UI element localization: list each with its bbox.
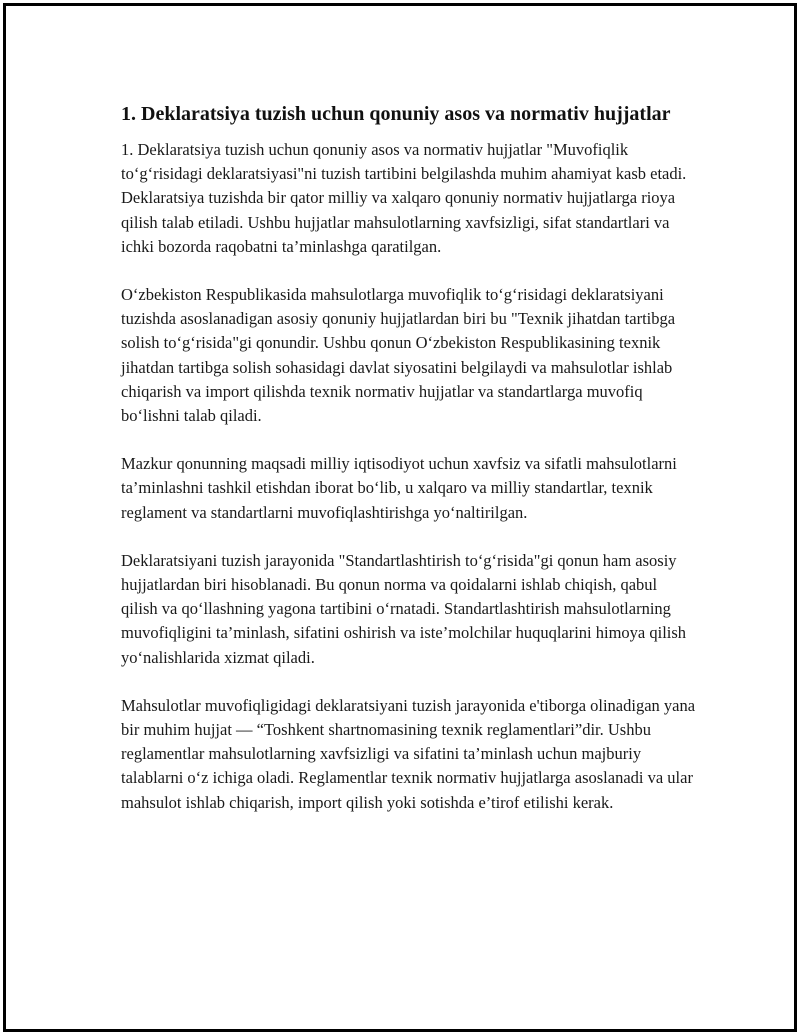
paragraph-technical-regulation-law: O‘zbekiston Respublikasida mahsulotlarga muvofiqlik to‘g‘risidagi deklaratsiyani tuzishda asoslanadigan asosiy qonuniy hujjatlardan biri bu "Texnik jihatdan tartibga solish to‘g‘risida"gi qonundir. Ushbu qonun O‘zbekiston Respublikasining texnik jihatdan tartibga solish sohasidagi davlat siyosatini belgilaydi va mahsulotlar ishlab chiqarish va import qilishda texnik normativ hujjatlar va standartlarga muvofiq bo‘lishni talab qiladi. [121,285,676,426]
document-body [121,100,696,839]
paragraph-intro: 1. Deklaratsiya tuzish uchun qonuniy asos va normativ hujjatlar "Muvofiqlik to‘g‘risidagi deklaratsiyasi"ni tuzish tartibini belgilashda muhim ahamiyat kasb etadi. Deklaratsiya tuzishda bir qator milliy va xalqaro qonuniy normativ hujjatlarga rioya qilish talab etiladi. Ushbu hujjatlar mahsulotlarning xavfsizligi, sifat standartlari va ichki bozorda raqobatni ta’minlashga qaratilgan. [121,140,687,256]
paragraph-law-purpose: Mazkur qonunning maqsadi milliy iqtisodiyot uchun xavfsiz va sifatli mahsulotlarni ta’minlashni tashkil etishdan iborat bo‘lib, u xalqaro va milliy standartlar, texnik reglament va standartlarni muvofiqlashtirishga yo‘naltirilgan. [121,454,677,522]
section-heading: 1. Deklaratsiya tuzish uchun qonuniy asos va normativ hujjatlar [121,103,671,125]
paragraph-tashkent-agreement: Mahsulotlar muvofiqligidagi deklaratsiyani tuzish jarayonida e'tiborga olinadigan yana bir muhim hujjat — “Toshkent shartnomasining texnik reglamentlari”dir. Ushbu reglamentlar mahsulotlarning xavfsizligi va sifatini ta’minlash uchun majburiy talablarni o‘z ichiga oladi. Reglamentlar texnik normativ hujjatlarga asoslanadi va ular mahsulot ishlab chiqarish, import qilish yoki sotishda e’tirof etilishi kerak. [121,695,696,812]
paragraph-standardization-law: Deklaratsiyani tuzish jarayonida "Standartlashtirish to‘g‘risida"gi qonun ham asosiy hujjatlardan biri hisoblanadi. Bu qonun norma va qoidalarni ishlab chiqish, qabul qilish va qo‘llashning yagona tartibini o‘rnatadi. Standartlashtirish mahsulotlarning muvofiqligini ta’minlash, sifatini oshirish va iste’molchilar huquqlarini himoya qilish yo‘nalishlarida xizmat qiladi. [121,550,687,667]
page-frame [3,3,797,1032]
